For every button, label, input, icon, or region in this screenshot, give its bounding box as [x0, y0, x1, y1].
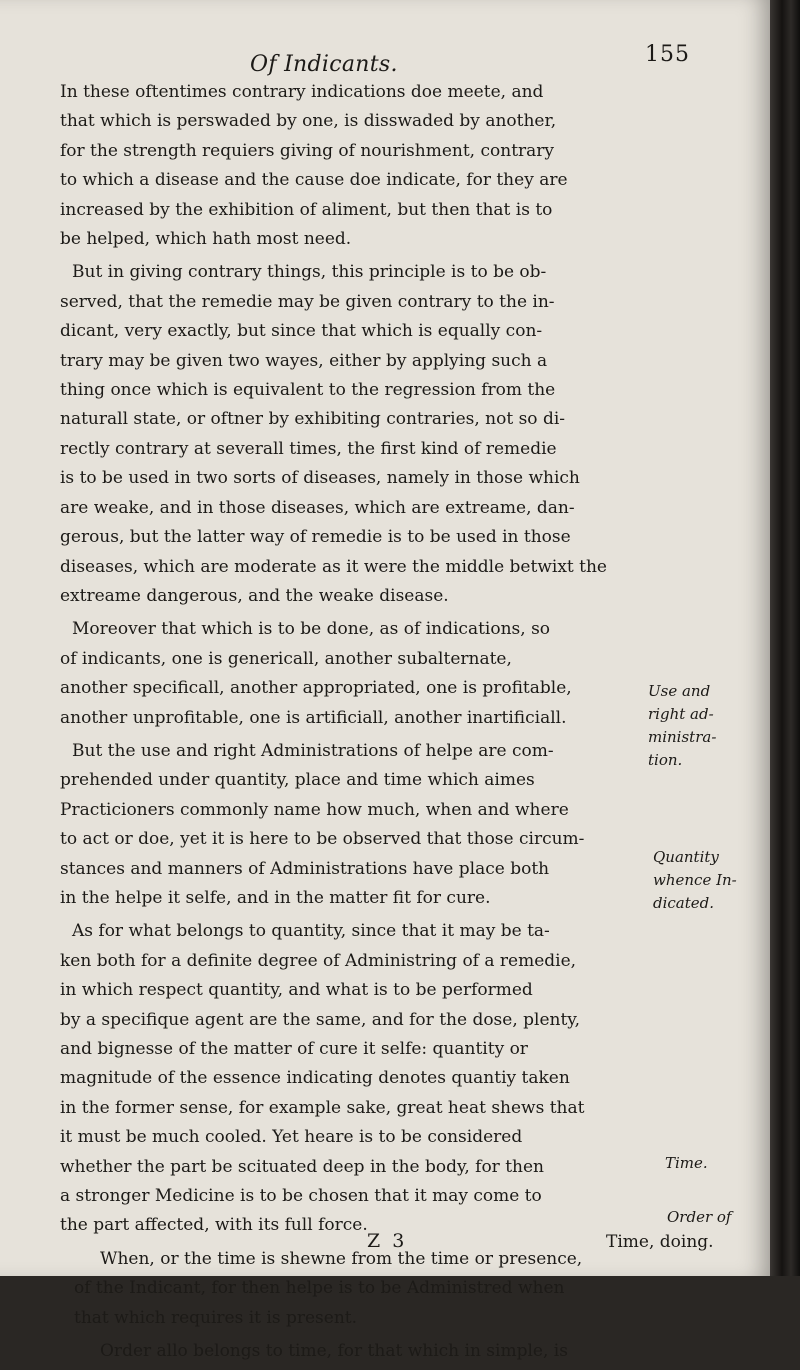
text-line: When, or the time is shewne from the time or presence,: [100, 1248, 583, 1269]
text-line: As for what belongs to quantity, since that it may be ta-: [72, 921, 550, 942]
text-line: that which is perswaded by one, is disswaded by another,: [60, 111, 557, 132]
text-line: Order allo belongs to time, for that which in simple, is: [100, 1341, 568, 1362]
text-line: another specificall, another appropriated, one is profitable,: [60, 678, 572, 699]
text-line: it must be much cooled. Yet heare is to be considered: [60, 1127, 523, 1148]
marginal-note-order: [667, 1206, 731, 1229]
text-line: whether the part be scituated deep in the body, for then: [60, 1156, 545, 1177]
text-line: of the Indicant, for then helpe is to be Administred when: [74, 1278, 565, 1299]
text-line: rectly contrary at severall times, the first kind of remedie: [60, 438, 557, 459]
text-line: for the strength requiers giving of nourishment, contrary: [60, 140, 555, 161]
text-line: magnitude of the essence indicating denotes quantiy taken: [60, 1068, 570, 1089]
text-line: But in giving contrary things, this principle is to be ob-: [72, 262, 547, 283]
text-line: increased by the exhibition of aliment, but then that is to: [60, 199, 553, 220]
marginal-note-text: Time.: [665, 1154, 708, 1172]
text-line: in the helpe it selfe, and in the matter fit for cure.: [60, 887, 491, 908]
text-line: stances and manners of Administrations have place both: [60, 858, 550, 879]
text-line: in the former sense, for example sake, great heat shews that: [60, 1097, 585, 1118]
book-edge: [770, 0, 800, 1276]
text-line: Moreover that which is to be done, as of indications, so: [72, 619, 551, 640]
paragraph: [60, 258, 650, 611]
text-line: be helped, which hath most need.: [60, 229, 352, 250]
text-line: is to be used in two sorts of diseases, namely in those which: [60, 468, 580, 489]
text-line: another unprofitable, one is artificiall, another inartificiall.: [60, 707, 567, 728]
page-header: [0, 40, 770, 80]
paragraph: [60, 615, 650, 733]
text-line: naturall state, or oftner by exhibiting contraries, not so di-: [60, 409, 566, 430]
text-line: a stronger Medicine is to be chosen that it may come to: [60, 1186, 542, 1207]
marginal-note-text: Quantity whence In- dicated.: [653, 848, 737, 912]
text-line: by a specifique agent are the same, and for the dose, plenty,: [60, 1009, 581, 1030]
marginal-note-quantity: [653, 846, 758, 915]
text-line: extreame dangerous, and the weake disease.: [60, 585, 449, 606]
text-line: thing once which is equivalent to the regression from the: [60, 380, 556, 401]
marginal-note-text: Use and right ad- ministra- tion.: [648, 682, 717, 769]
text-line: of indicants, one is genericall, another subalternate,: [60, 648, 512, 669]
text-line: and bignesse of the matter of cure it selfe: quantity or: [60, 1039, 528, 1059]
paragraph: [60, 737, 650, 913]
marginal-note-use-and-right: [648, 680, 748, 772]
marginal-note-text: Order of: [667, 1208, 732, 1226]
body-text: [60, 78, 650, 1370]
text-line: prehended under quantity, place and time which aimes: [60, 770, 535, 791]
text-line: to act or doe, yet it is here to be observed that those circum-: [60, 829, 585, 850]
text-line: ken both for a definite degree of Administring of a remedie,: [60, 950, 577, 971]
text-line: to which a disease and the cause doe indicate, for they are: [60, 170, 568, 191]
page-footer: [0, 1230, 770, 1260]
paragraph: [60, 917, 650, 1240]
text-line: gerous, but the latter way of remedie is to be used in those: [60, 527, 571, 548]
text-line: are weake, and in those diseases, which are extreame, dan-: [60, 497, 575, 518]
paragraph: [60, 1337, 650, 1366]
marginal-note-time: [665, 1152, 708, 1175]
text-line: diseases, which are moderate as it were the middle betwixt the: [60, 556, 607, 577]
text-line: in which respect quantity, and what is to be performed: [60, 980, 533, 1001]
text-line: In these oftentimes contrary indications doe meete, and: [60, 82, 544, 102]
text-line: served, that the remedie may be given contrary to the in-: [60, 291, 555, 312]
text-line: trary may be given two wayes, either by applying such a: [60, 350, 548, 371]
paragraph: [60, 78, 650, 254]
text-line: Practicioners commonly name how much, when and where: [60, 799, 569, 820]
text-line: But the use and right Administrations of helpe are com-: [72, 740, 554, 761]
catchword: Time, doing.: [606, 1232, 714, 1252]
running-head: Of Indicants.: [250, 52, 398, 77]
signature-mark: Z 3: [367, 1230, 408, 1252]
text-line: dicant, very exactly, but since that which is equally con-: [60, 321, 543, 342]
text-line: the part affected, with its full force.: [60, 1215, 368, 1236]
text-line: that which requires it is present.: [74, 1307, 358, 1328]
page-number: 155: [645, 42, 690, 67]
